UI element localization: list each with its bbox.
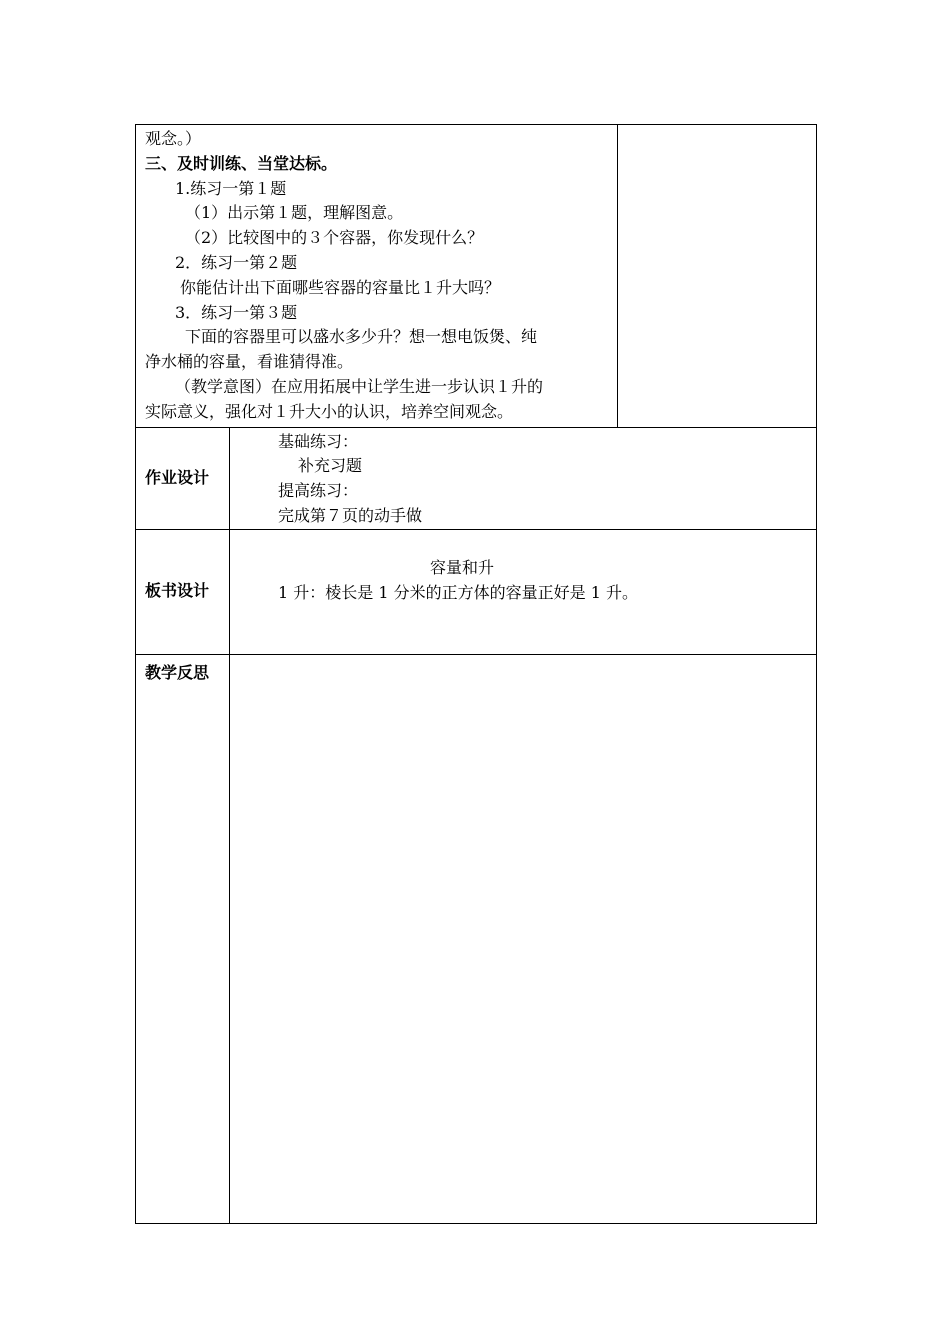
board-definition: 1 升：棱长是 1 分米的正方体的容量正好是 1 升。 — [278, 582, 638, 602]
text-line: 实际意义，强化对１升大小的认识，培养空间观念。 — [145, 401, 514, 421]
text-line: 下面的容器里可以盛水多少升？想一想电饭煲、纯 — [185, 327, 538, 347]
homework-content-cell — [230, 427, 817, 529]
text-line: 观念。） — [145, 129, 202, 148]
text-line: 净水桶的容量，看谁猜得准。 — [145, 352, 354, 372]
homework-label: 作业设计 — [136, 427, 230, 529]
text-line: （2）比较图中的３个容器，你发现什么？ — [185, 228, 484, 248]
basic-practice-item: 补充习题 — [298, 456, 363, 476]
section-heading: 三、及时训练、当堂达标。 — [145, 153, 338, 173]
basic-practice-title: 基础练习： — [278, 431, 359, 451]
board-row — [136, 529, 817, 654]
activity-content-cell — [136, 125, 618, 428]
reflection-content-cell — [230, 654, 817, 1223]
homework-row — [136, 427, 817, 529]
board-label: 板书设计 — [136, 529, 230, 654]
advanced-practice-title: 提高练习： — [278, 481, 359, 501]
text-line: 你能估计出下面哪些容器的容量比１升大吗？ — [180, 277, 501, 297]
lesson-plan-table — [135, 124, 817, 1224]
text-line: 3．练习一第３题 — [175, 302, 298, 322]
text-line: （1）出示第１题，理解图意。 — [185, 203, 404, 223]
notes-cell — [618, 125, 817, 428]
board-title: 容量和升 — [430, 557, 495, 577]
text-line: 2．练习一第２题 — [175, 252, 298, 272]
advanced-practice-item: 完成第７页的动手做 — [278, 505, 423, 525]
text-line: （教学意图）在应用拓展中让学生进一步认识１升的 — [175, 376, 544, 396]
reflection-row — [136, 654, 817, 1223]
activity-row — [136, 125, 817, 428]
reflection-label: 教学反思 — [136, 654, 230, 1223]
board-content-cell — [230, 529, 817, 654]
text-line: 1.练习一第１题 — [175, 178, 287, 198]
